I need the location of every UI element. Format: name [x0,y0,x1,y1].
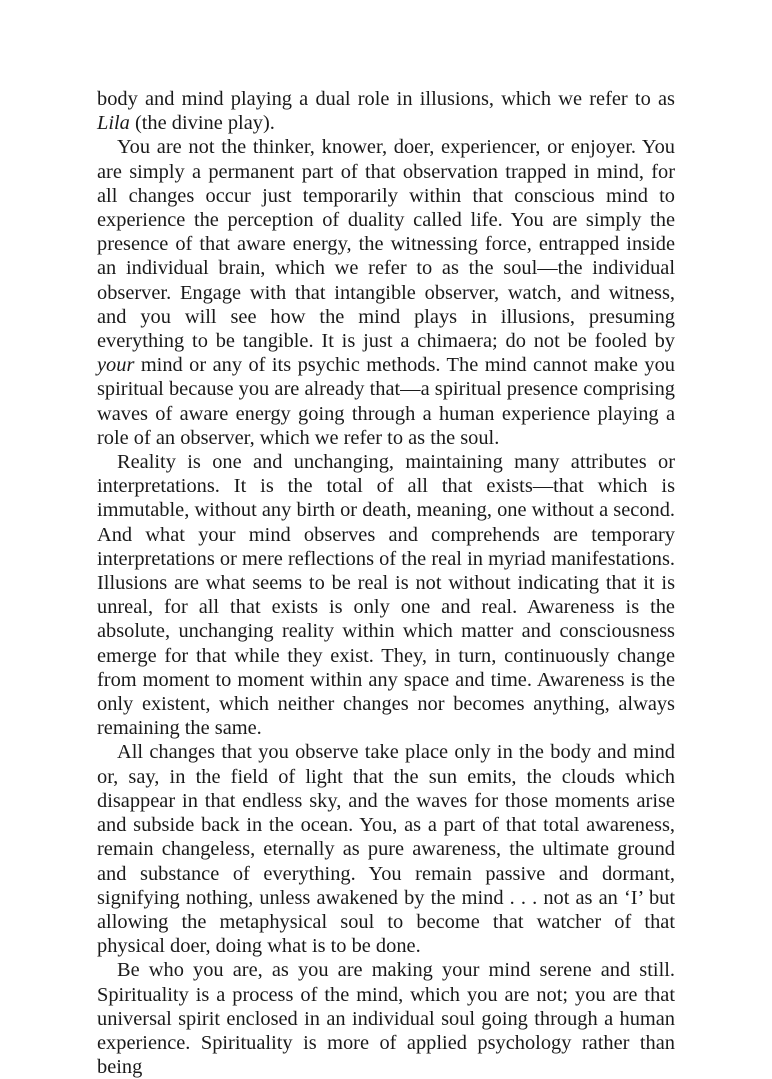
italic-term-lila: Lila [97,112,130,135]
text-span: body and mind playing a dual role in illusions, which we refer to as [97,88,675,110]
text-span: You are not the thinker, knower, doer, experiencer, or enjoyer. You are simply a permanent part of that observation trapped in mind, for all changes occur just temporarily within that conscious mind to experience the perception of duality called life. You are simply the presence of that aware energy, the witnessing force, entrapped inside an individual brain, which we refer to as the soul—the individual observer. Engage with that intangible observer, watch, and witness, and you will see how the mind plays in illusions, presuming everything to be tangible. It is just a chimaera; do not be fooled by [97,136,675,353]
italic-word-your: your [97,354,135,377]
paragraph-2 [97,135,675,450]
text-span: Reality is one and unchanging, maintaining many attributes or interpretations. It is the total of all that exists—that which is immutable, without any birth or death, meaning, one without a second. And what your mind observes and comprehends are temporary interpretations or mere reflections of the real in myriad manifestations. Illusions are what seems to be real is not without indicating that it is unreal, for all that exists is only one and real. Awareness is the absolute, unchanging reality within which matter and consciousness emerge for that while they exist. They, in turn, continuously change from moment to moment within any space and time. Awareness is the only existent, which neither changes nor becomes anything, always remaining the same. [97,451,675,740]
text-span: mind or any of its psychic methods. The mind cannot make you spiritual because you are already that—a spiritual presence comprising waves of aware energy going through a human experience playing a role of an observer, which we refer to as the soul. [97,354,675,449]
page-body [97,87,675,1079]
paragraph-4 [97,740,675,958]
paragraph-5 [97,958,675,1079]
paragraph-3 [97,450,675,740]
text-span: All changes that you observe take place only in the body and mind or, say, in the field of light that the sun emits, the clouds which disappear in that endless sky, and the waves for those moments arise and subside back in the ocean. You, as a part of that total awareness, remain changeless, eternally as pure awareness, the ultimate ground and substance of everything. You remain passive and dormant, signifying nothing, unless awakened by the mind . . . not as an ‘I’ but allowing the metaphysical soul to become that watcher of that physical doer, doing what is to be done. [97,741,675,958]
text-span: Be who you are, as you are making your mind serene and still. Spirituality is a process of the mind, which you are not; you are that universal spirit enclosed in an individual soul going through a human experience. Spirituality is more of applied psychology rather than being [97,959,675,1079]
text-span: (the divine play). [129,112,275,135]
paragraph-1 [97,87,675,135]
